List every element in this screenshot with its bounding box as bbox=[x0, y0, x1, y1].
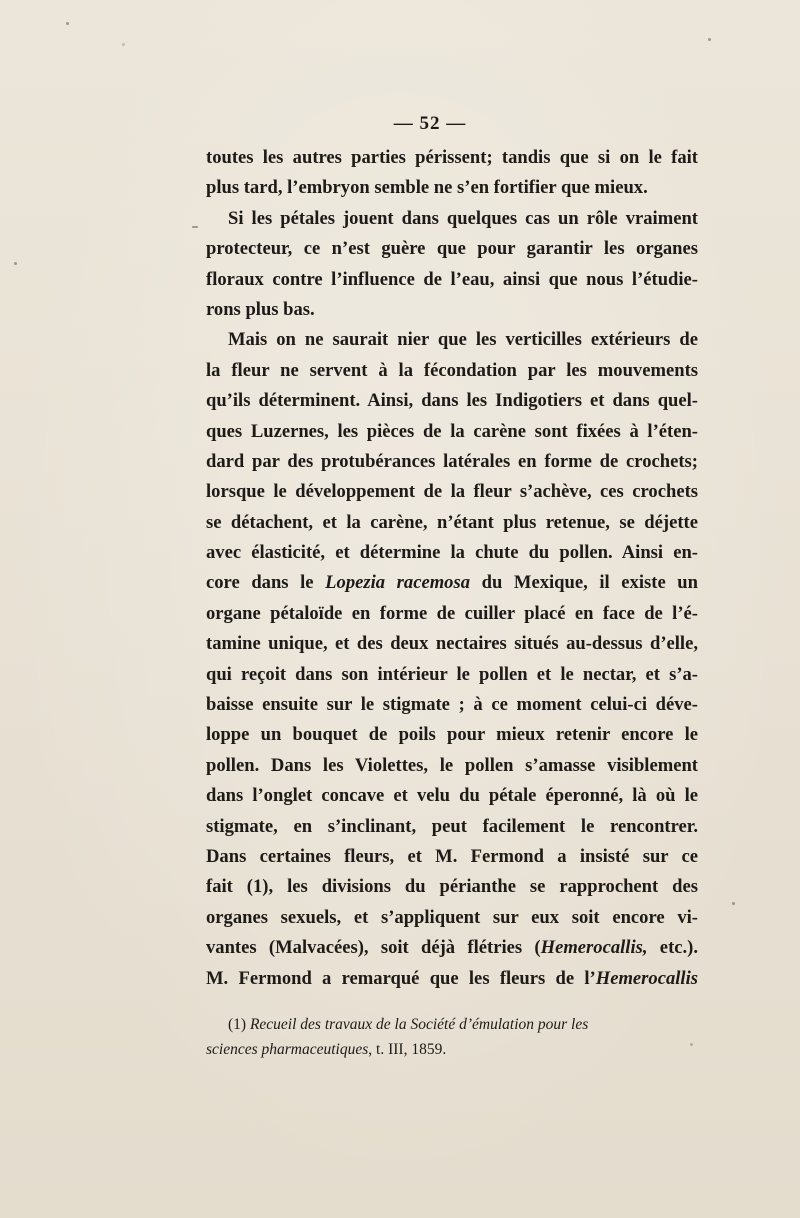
text-line: M. Fermond a remarqué que les fleurs de l’Hemerocallis bbox=[206, 967, 698, 989]
text-line: stigmate, en s’inclinant, peut facilement le rencontrer. bbox=[206, 815, 698, 837]
text-line: la fleur ne servent à la fécondation par les mouvements bbox=[206, 359, 698, 381]
footnote bbox=[206, 1012, 698, 1062]
text-line: protecteur, ce n’est guère que pour garantir les organes bbox=[206, 238, 698, 260]
journal-title: Recueil des travaux de la Société d’émulation pour les bbox=[249, 1016, 589, 1033]
text-line: baisse ensuite sur le stigmate ; à ce moment celui-ci déve- bbox=[206, 694, 698, 716]
text-line: qu’ils déterminent. Ainsi, dans les Indigotiers et dans quel- bbox=[206, 390, 698, 412]
paper-speck bbox=[732, 902, 735, 905]
text-line: qui reçoit dans son intérieur le pollen et le nectar, et s’a- bbox=[206, 663, 698, 685]
footnote-line: sciences pharmaceutiques, t. III, 1859. bbox=[206, 1041, 447, 1058]
journal-title: sciences pharmaceutiques bbox=[206, 1041, 369, 1058]
text-line: lorsque le développement de la fleur s’achève, ces crochets bbox=[206, 481, 698, 503]
paper-speck bbox=[708, 38, 711, 41]
text-line: se détachent, et la carène, n’étant plus retenue, se déjette bbox=[206, 511, 698, 533]
footnote-line: (1) Recueil des travaux de la Société d’émulation pour les bbox=[228, 1016, 589, 1033]
paper-speck bbox=[66, 22, 69, 25]
paper-speck bbox=[122, 43, 125, 46]
text-line: tamine unique, et des deux nectaires situés au-dessus d’elle, bbox=[206, 633, 698, 655]
paper-speck bbox=[192, 226, 198, 228]
paper-speck bbox=[690, 1043, 693, 1046]
text-line: Dans certaines fleurs, et M. Fermond a insisté sur ce bbox=[206, 845, 698, 867]
text-line: floraux contre l’influence de l’eau, ainsi que nous l’étudie- bbox=[206, 268, 698, 290]
page-number: — 52 — bbox=[393, 113, 467, 134]
text-line: Si les pétales jouent dans quelques cas un rôle vraiment bbox=[228, 207, 698, 229]
text-line: rons plus bas. bbox=[206, 298, 315, 320]
text-line: vantes (Malvacées), soit déjà flétries (Hemerocallis, etc.). bbox=[206, 937, 698, 959]
text-line: dard par des protubérances latérales en forme de crochets; bbox=[206, 450, 698, 472]
text-line: organes sexuels, et s’appliquent sur eux soit encore vi- bbox=[206, 906, 698, 928]
text-line: plus tard, l’embryon semble ne s’en fortifier que mieux. bbox=[206, 177, 648, 199]
text-line: core dans le Lopezia racemosa du Mexique, il existe un bbox=[206, 572, 698, 594]
text-line: ques Luzernes, les pièces de la carène sont fixées à l’éten- bbox=[206, 420, 698, 442]
genus-name: Hemerocallis bbox=[595, 967, 698, 989]
paper-speck bbox=[14, 262, 17, 265]
text-line: avec élasticité, et détermine la chute du pollen. Ainsi en- bbox=[206, 542, 698, 564]
text-line: Mais on ne saurait nier que les verticilles extérieurs de bbox=[228, 329, 698, 351]
text-line: organe pétaloïde en forme de cuiller placé en face de l’é- bbox=[206, 602, 698, 624]
genus-name: Hemerocallis, bbox=[540, 937, 648, 959]
text-line: dans l’onglet concave et velu du pétale éperonné, là où le bbox=[206, 785, 698, 807]
text-line: toutes les autres parties périssent; tandis que si on le fait bbox=[206, 147, 698, 168]
body-text bbox=[206, 143, 698, 994]
text-line: pollen. Dans les Violettes, le pollen s’amasse visiblement bbox=[206, 754, 698, 776]
text-line: loppe un bouquet de poils pour mieux retenir encore le bbox=[206, 724, 698, 746]
species-name: Lopezia racemosa bbox=[325, 572, 471, 594]
text-line: fait (1), les divisions du périanthe se rapprochent des bbox=[206, 876, 698, 898]
